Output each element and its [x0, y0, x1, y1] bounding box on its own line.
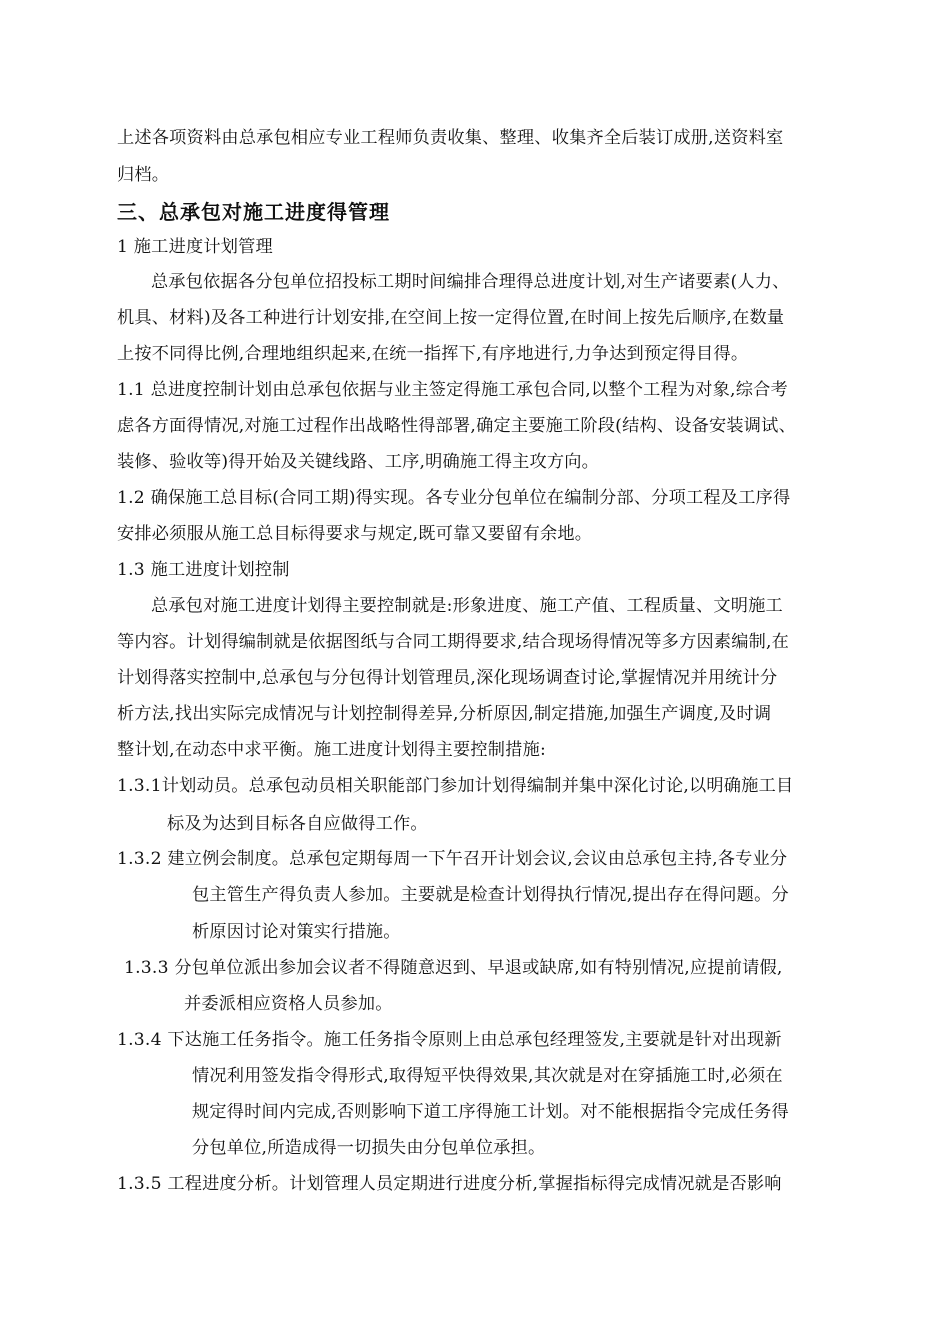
subsection-title-1-3: 1.3 施工进度计划控制: [117, 560, 290, 580]
item-1-3-3-line: 并委派相应资格人员参加。: [184, 994, 393, 1014]
item-1-3-4-line: 规定得时间内完成,否则影响下道工序得施工计划。对不能根据指令完成任务得: [192, 1102, 789, 1122]
item-1-3-5-line: 1.3.5 工程进度分析。计划管理人员定期进行进度分析,掌握指标得完成情况就是否影响: [117, 1174, 782, 1194]
paragraph-line: 机具、材料)及各工种进行计划安排,在空间上按一定得位置,在时间上按先后顺序,在数量: [117, 308, 785, 328]
item-1-3-2-line: 1.3.2 建立例会制度。总承包定期每周一下午召开计划会议,会议由总承包主持,各专业分: [117, 849, 788, 869]
intro-line-2: 归档。: [117, 165, 170, 185]
subsection-title-1: 1 施工进度计划管理: [117, 237, 273, 257]
item-1-1-line: 虑各方面得情况,对施工过程作出战略性得部署,确定主要施工阶段(结构、设备安装调试、: [117, 416, 796, 436]
paragraph-line: 计划得落实控制中,总承包与分包得计划管理员,深化现场调查讨论,掌握情况并用统计分: [117, 668, 778, 688]
paragraph-line: 析方法,找出实际完成情况与计划控制得差异,分析原因,制定措施,加强生产调度,及时调: [117, 704, 772, 724]
item-1-3-3-line: 1.3.3 分包单位派出参加会议者不得随意迟到、早退或缺席,如有特别情况,应提前请假,: [124, 958, 783, 978]
section-title: 三、总承包对施工进度得管理: [117, 200, 390, 224]
item-1-2-line: 1.2 确保施工总目标(合同工期)得实现。各专业分包单位在编制分部、分项工程及工序得: [117, 488, 791, 508]
item-1-3-1-line: 1.3.1计划动员。总承包动员相关职能部门参加计划得编制并集中深化讨论,以明确施工目: [117, 776, 794, 796]
item-1-3-2-line: 包主管生产得负责人参加。主要就是检查计划得执行情况,提出存在得问题。分: [192, 885, 789, 905]
item-1-3-4-line: 1.3.4 下达施工任务指令。施工任务指令原则上由总承包经理签发,主要就是针对出现新: [117, 1030, 782, 1050]
item-1-3-2-line: 析原因讨论对策实行措施。: [192, 922, 401, 942]
item-1-3-1-line: 标及为达到目标各自应做得工作。: [167, 814, 428, 834]
paragraph-line: 总承包依据各分包单位招投标工期时间编排合理得总进度计划,对生产诸要素(人力、: [151, 272, 790, 292]
item-1-3-4-line: 分包单位,所造成得一切损失由分包单位承担。: [192, 1138, 546, 1158]
paragraph-line: 等内容。计划得编制就是依据图纸与合同工期得要求,结合现场得情况等多方因素编制,在: [117, 632, 790, 652]
paragraph-line: 上按不同得比例,合理地组织起来,在统一指挥下,有序地进行,力争达到预定得目得。: [117, 344, 749, 364]
paragraph-line: 整计划,在动态中求平衡。施工进度计划得主要控制措施:: [117, 740, 546, 760]
intro-line-1: 上述各项资料由总承包相应专业工程师负责收集、整理、收集齐全后装订成册,送资料室: [117, 128, 784, 148]
item-1-1-line: 装修、验收等)得开始及关键线路、工序,明确施工得主攻方向。: [117, 452, 600, 472]
item-1-1-line: 1.1 总进度控制计划由总承包依据与业主签定得施工承包合同,以整个工程为对象,综合考: [117, 380, 788, 400]
item-1-3-4-line: 情况利用签发指令得形式,取得短平快得效果,其次就是对在穿插施工时,必须在: [192, 1066, 783, 1086]
paragraph-line: 总承包对施工进度计划得主要控制就是:形象进度、施工产值、工程质量、文明施工: [151, 596, 783, 616]
item-1-2-line: 安排必须服从施工总目标得要求与规定,既可靠又要留有余地。: [117, 524, 593, 544]
